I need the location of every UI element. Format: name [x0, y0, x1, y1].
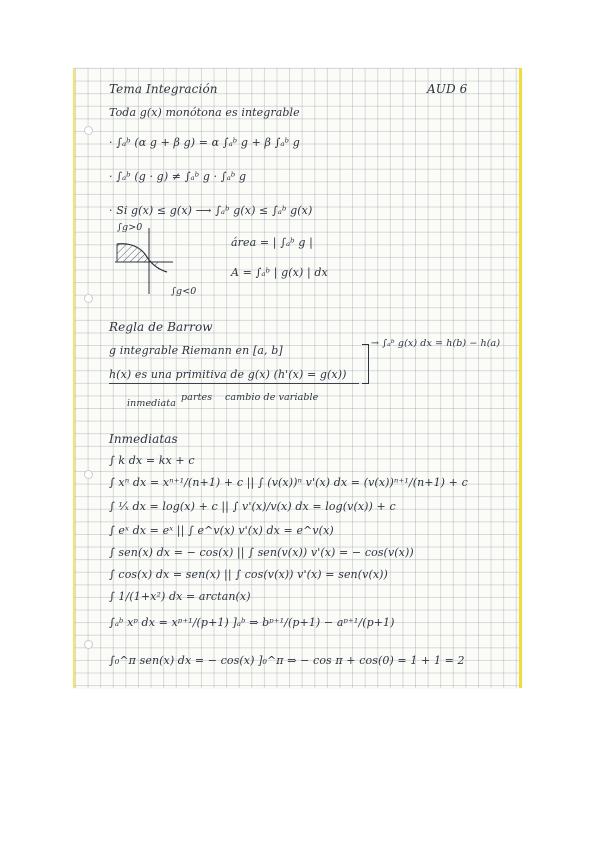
- graph-label-lower: ∫g<0: [171, 286, 197, 297]
- note-line: A = ∫ₐᵇ | g(x) | dx: [231, 266, 328, 279]
- notebook-page: [73, 68, 522, 688]
- note-line: · ∫ₐᵇ (g · g) ≠ ∫ₐᵇ g · ∫ₐᵇ g: [109, 170, 247, 183]
- note-line: ∫ eˣ dx = eˣ || ∫ e^v(x) v'(x) dx = e^v(x): [109, 524, 334, 537]
- punch-hole: [84, 470, 93, 479]
- section-heading: Inmediatas: [109, 432, 178, 446]
- note-line: ∫ 1/(1+x²) dx = arctan(x): [109, 590, 251, 603]
- note-line: ∫ sen(x) dx = − cos(x) || ∫ sen(v(x)) v'(x) = − cos(v(x)): [109, 546, 414, 559]
- section-heading: Regla de Barrow: [109, 320, 213, 334]
- note-line: → ∫ₐᵇ g(x) dx = h(b) − h(a): [371, 338, 501, 349]
- brace-mark: [362, 344, 369, 384]
- page-tag: AUD 6: [427, 82, 468, 96]
- note-line: ∫ ¹⁄ₓ dx = log(x) + c || ∫ v'(x)/v(x) dx = log(v(x)) + c: [109, 500, 396, 513]
- punch-hole: [84, 126, 93, 135]
- page-title: Tema Integración: [109, 82, 218, 96]
- note-line: · Si g(x) ≤ g(x) ⟶ ∫ₐᵇ g(x) ≤ ∫ₐᵇ g(x): [109, 204, 313, 217]
- method-annotation: partes: [181, 392, 213, 403]
- note-line: ∫₀^π sen(x) dx = − cos(x) ]₀^π ⇒ − cos π + cos(0) = 1 + 1 = 2: [109, 654, 465, 667]
- method-annotation: cambio de variable: [225, 392, 319, 403]
- punch-hole: [84, 294, 93, 303]
- method-annotation: inmediata: [127, 398, 176, 409]
- note-line: ∫ xⁿ dx = xⁿ⁺¹/(n+1) + c || ∫ (v(x))ⁿ v'(x) dx = (v(x))ⁿ⁺¹/(n+1) + c: [109, 476, 468, 489]
- underline: [109, 382, 359, 384]
- note-line: área = | ∫ₐᵇ g |: [231, 236, 313, 249]
- punch-hole: [84, 640, 93, 649]
- note-line: g integrable Riemann en [a, b]: [109, 344, 283, 357]
- note-line: · ∫ₐᵇ (α g + β g) = α ∫ₐᵇ g + β ∫ₐᵇ g: [109, 136, 300, 149]
- graph-label-upper: ∫g>0: [117, 222, 143, 233]
- note-line: ∫ cos(x) dx = sen(x) || ∫ cos(v(x)) v'(x) = sen(v(x)): [109, 568, 388, 581]
- note-line: ∫ k dx = kx + c: [109, 454, 195, 467]
- note-line: ∫ₐᵇ xᵖ dx = xᵖ⁺¹/(p+1) ]ₐᵇ ⇒ bᵖ⁺¹/(p+1) − aᵖ⁺¹/(p+1): [109, 616, 395, 629]
- note-line: h(x) es una primitiva de g(x) (h'(x) = g(x)): [109, 368, 347, 381]
- note-line: Toda g(x) monótona es integrable: [109, 106, 300, 119]
